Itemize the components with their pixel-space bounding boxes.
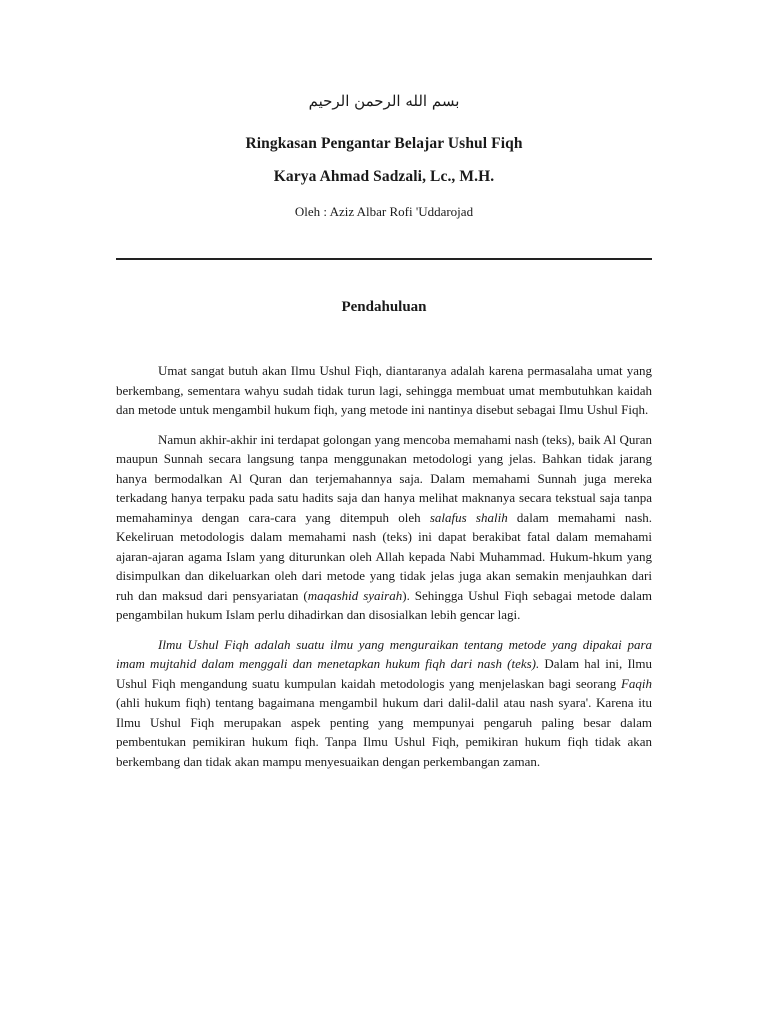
document-title: Ringkasan Pengantar Belajar Ushul Fiqh [245, 135, 523, 152]
paragraph-3-italic-definition: Ilmu Ushul Fiqh adalah suatu ilmu yang menguraikan tentang metode yang dipakai para imam mujtahid dalam menggali dan menetapkan hukum fiqh dari nash (teks). [116, 636, 652, 671]
paragraph-2-text-e: ). Sehingga Ushul Fiqh sebagai metode dalam pengambilan hukum Islam perlu dihadirkan dan disosialkan lebih gencar lagi. [116, 587, 652, 622]
paragraph-3-italic-term: Faqih [620, 675, 652, 691]
document-subtitle: Karya Ahmad Sadzali, Lc., M.H. [273, 168, 495, 185]
paragraph-1: Umat sangat butuh akan Ilmu Ushul Fiqh, diantaranya adalah karena permasalaha umat yang berkembang, sementara wahyu sudah tidak turun lagi, sehingga membuat umat membutuhkan kaidah dan metode untuk mengambil hukum fiqh, yang metode ini nantinya disebut sebagai Ilmu Ushul Fiqh. [116, 363, 652, 417]
basmala-line: بسم الله الرحمن الرحيم [308, 92, 460, 110]
author-line: Oleh : Aziz Albar Rofi 'Uddarojad [294, 204, 474, 219]
paragraph-2-text-a: Namun akhir-akhir ini terdapat golongan yang mencoba memahami nash (teks), baik Al Quran maupun Sunnah secara langsung tanpa menggunakan metodologi yang jelas. Bahkan tidak jarang hanya bermodalkan Al Quran dan terjemahannya saja. Dalam memahami Sunnah juga mereka terkadang hanya terpaku pada satu hadits saja dan hanya melihat maknanya secara tekstual saja tanpa memahaminya dengan cara-cara yang ditempuh oleh [116, 431, 652, 525]
paragraph-3-text-d: (ahli hukum fiqh) tentang bagaimana mengambil hukum dari dalil-dalil atau nash syara'. Karena itu Ilmu Ushul Fiqh merupakan aspek penting yang mempunyai pengaruh paling besar dalam pembentukan pemikiran hukum fiqh. Tanpa Ilmu Ushul Fiqh, pemikiran hukum fiqh tidak akan berkembang dan tidak akan mampu menyesuaikan dengan perkembangan zaman. [116, 695, 652, 769]
paragraph-2-italic-term-2: maqashid syairah [307, 587, 403, 603]
paragraph-3 [116, 635, 652, 772]
body-text [116, 361, 652, 781]
paragraph-2 [116, 430, 652, 625]
section-heading: Pendahuluan [341, 299, 427, 315]
horizontal-divider [116, 258, 652, 260]
paragraph-2-text-c: dalam memahami nash. Kekeliruan metodologis dalam memahami nash (teks) ini dapat berakibat fatal dalam memahami ajaran-ajaran agama Islam yang diturunkan oleh Allah kepada Nabi Muhammad. Hukum-hkum yang disimpulkan dan dikeluarkan oleh dari metode yang tidak jelas juga akan semakin menjauhkan dari ruh dan maksud dari pensyariatan ( [116, 509, 653, 603]
paragraph-3-text-b: Dalam hal ini, Ilmu Ushul Fiqh mengandung suatu kumpulan kaidah metodologis yang menjelaskan bagi seorang [116, 656, 652, 691]
paragraph-2-italic-term-1: salafus shalih [429, 509, 508, 525]
